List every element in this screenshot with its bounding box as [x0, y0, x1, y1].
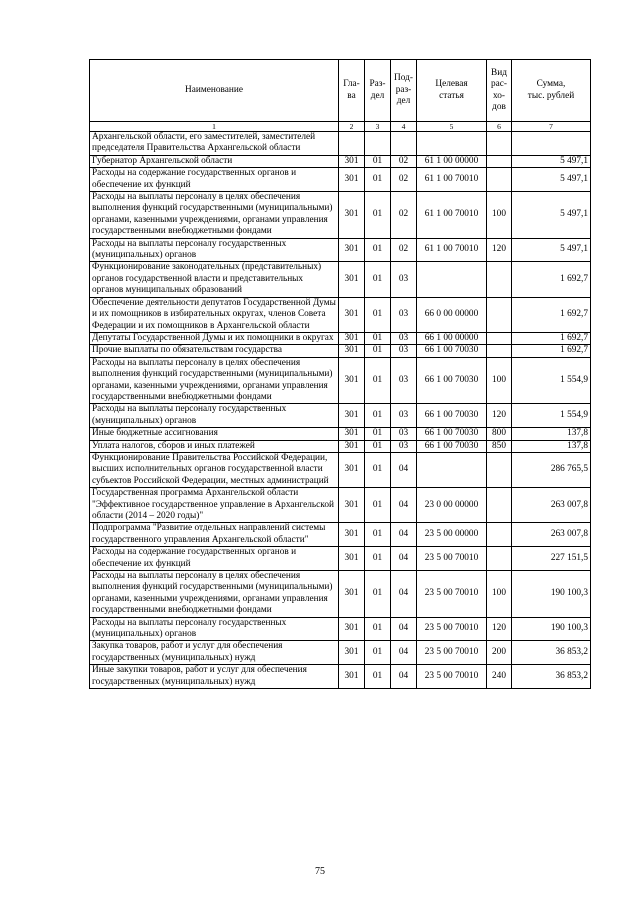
- cell-name: Уплата налогов, сборов и иных платежей: [90, 440, 339, 452]
- cell-glava: 301: [339, 440, 365, 452]
- cell-vid: [487, 345, 512, 357]
- cell-vid: [487, 488, 512, 523]
- table-row: [90, 523, 591, 547]
- header-podrazdel: [391, 60, 417, 122]
- cell-vid: [487, 262, 512, 297]
- cell-razdel: 01: [365, 641, 391, 665]
- cell-glava: 301: [339, 665, 365, 689]
- table-row: [90, 192, 591, 239]
- cell-name: Расходы на выплаты персоналу в целях обеспечения выполнения функций государственными (муниципальными) органами, казенными учреждениями, органами управления государственными внебюджетными фондами: [90, 357, 339, 404]
- table-row: [90, 404, 591, 428]
- cell-sum: 1 692,7: [512, 297, 591, 332]
- cell-name: Функционирование законодательных (представительных) органов государственной власти и представительных органов муниципальных образований: [90, 262, 339, 297]
- table-header: [90, 60, 591, 132]
- cell-target: 61 1 00 70010: [417, 192, 487, 239]
- header-glava-text: Гла- ва: [343, 79, 360, 101]
- cell-razdel: [365, 132, 391, 156]
- cell-vid: [487, 297, 512, 332]
- cell-vid: 850: [487, 440, 512, 452]
- cell-name: Депутаты Государственной Думы и их помощники в округах: [90, 332, 339, 344]
- cell-razdel: 01: [365, 488, 391, 523]
- cell-vid: 120: [487, 238, 512, 262]
- cell-sum: 227 151,5: [512, 547, 591, 571]
- header-target-text: Целевая статья: [435, 79, 468, 101]
- cell-name: Расходы на выплаты персоналу государственных (муниципальных) органов: [90, 617, 339, 641]
- table-row: [90, 617, 591, 641]
- cell-target: 66 1 00 70030: [417, 404, 487, 428]
- cell-podrazdel: 03: [391, 345, 417, 357]
- header-podrazdel-text: Под- раз- дел: [394, 73, 413, 107]
- cell-sum: 36 853,2: [512, 665, 591, 689]
- cell-vid: [487, 547, 512, 571]
- cell-razdel: 01: [365, 192, 391, 239]
- cell-podrazdel: 02: [391, 238, 417, 262]
- cell-name: Расходы на выплаты персоналу в целях обеспечения выполнения функций государственными (муниципальными) органами, казенными учреждениями, органами управления государственными внебюджетными фондами: [90, 192, 339, 239]
- cell-target: 23 5 00 70010: [417, 617, 487, 641]
- header-name-text: Наименование: [185, 84, 243, 95]
- cell-target: 66 0 00 00000: [417, 297, 487, 332]
- column-number-row: [90, 122, 591, 132]
- cell-glava: 301: [339, 332, 365, 344]
- cell-vid: 100: [487, 571, 512, 618]
- table-row: [90, 547, 591, 571]
- cell-name: Расходы на содержание государственных органов и обеспечение их функций: [90, 168, 339, 192]
- header-row: [90, 60, 591, 122]
- cell-sum: 1 692,7: [512, 262, 591, 297]
- cell-vid: 120: [487, 617, 512, 641]
- cell-vid: 100: [487, 357, 512, 404]
- table-row: [90, 440, 591, 452]
- cell-target: 61 1 00 70010: [417, 238, 487, 262]
- table-body: [90, 132, 591, 689]
- header-razdel-text: Раз- дел: [369, 79, 386, 101]
- cell-name: Государственная программа Архангельской области "Эффективное государственное управление в Архангельской области (2014 – 2020 годы)": [90, 488, 339, 523]
- cell-vid: [487, 523, 512, 547]
- cell-podrazdel: 03: [391, 297, 417, 332]
- cell-target: 23 0 00 00000: [417, 488, 487, 523]
- cell-vid: 100: [487, 192, 512, 239]
- cell-vid: [487, 168, 512, 192]
- table-row: [90, 297, 591, 332]
- cell-name: Подпрограмма "Развитие отдельных направлений системы государственного управления Архангельской области": [90, 523, 339, 547]
- cell-glava: 301: [339, 168, 365, 192]
- cell-target: 61 1 00 70010: [417, 168, 487, 192]
- cell-podrazdel: 04: [391, 452, 417, 487]
- cell-sum: 5 497,1: [512, 168, 591, 192]
- cell-sum: 1 692,7: [512, 332, 591, 344]
- cell-podrazdel: 04: [391, 571, 417, 618]
- page-number: 75: [315, 866, 325, 877]
- cell-podrazdel: 03: [391, 440, 417, 452]
- cell-podrazdel: 04: [391, 641, 417, 665]
- table-row: [90, 665, 591, 689]
- cell-podrazdel: 02: [391, 168, 417, 192]
- cell-razdel: 01: [365, 547, 391, 571]
- header-sum: [512, 60, 591, 122]
- table-row: [90, 452, 591, 487]
- column-number: 5: [417, 122, 487, 132]
- cell-razdel: 01: [365, 332, 391, 344]
- cell-razdel: 01: [365, 617, 391, 641]
- cell-razdel: 01: [365, 440, 391, 452]
- cell-target: 61 1 00 00000: [417, 155, 487, 167]
- column-number: 7: [512, 122, 591, 132]
- cell-glava: 301: [339, 238, 365, 262]
- cell-target: 66 1 00 70030: [417, 428, 487, 440]
- cell-sum: 286 765,5: [512, 452, 591, 487]
- cell-podrazdel: 04: [391, 488, 417, 523]
- cell-name: Функционирование Правительства Российской Федерации, высших исполнительных органов государственной власти субъектов Российской Федерации, местных администраций: [90, 452, 339, 487]
- cell-name: Иные бюджетные ассигнования: [90, 428, 339, 440]
- cell-glava: 301: [339, 262, 365, 297]
- cell-vid: [487, 332, 512, 344]
- cell-name: Расходы на выплаты персоналу в целях обеспечения выполнения функций государственными (муниципальными) органами, казенными учреждениями, органами управления государственными внебюджетными фондами: [90, 571, 339, 618]
- cell-podrazdel: 04: [391, 523, 417, 547]
- table-row: [90, 428, 591, 440]
- cell-glava: 301: [339, 155, 365, 167]
- cell-name: Расходы на выплаты персоналу государственных (муниципальных) органов: [90, 238, 339, 262]
- cell-podrazdel: 02: [391, 155, 417, 167]
- cell-razdel: 01: [365, 262, 391, 297]
- cell-glava: 301: [339, 297, 365, 332]
- cell-glava: 301: [339, 523, 365, 547]
- cell-sum: 190 100,3: [512, 617, 591, 641]
- cell-name: Закупка товаров, работ и услуг для обеспечения государственных (муниципальных) нужд: [90, 641, 339, 665]
- table-row: [90, 132, 591, 156]
- cell-glava: 301: [339, 571, 365, 618]
- cell-target: 23 5 00 00000: [417, 523, 487, 547]
- cell-vid: [487, 452, 512, 487]
- table-row: [90, 238, 591, 262]
- table-row: [90, 155, 591, 167]
- cell-podrazdel: 04: [391, 665, 417, 689]
- cell-sum: 1 692,7: [512, 345, 591, 357]
- cell-podrazdel: 04: [391, 617, 417, 641]
- cell-sum: 5 497,1: [512, 155, 591, 167]
- cell-target: 23 5 00 70010: [417, 665, 487, 689]
- cell-sum: [512, 132, 591, 156]
- cell-glava: 301: [339, 452, 365, 487]
- cell-razdel: 01: [365, 357, 391, 404]
- cell-vid: 800: [487, 428, 512, 440]
- header-target: [417, 60, 487, 122]
- cell-glava: 301: [339, 641, 365, 665]
- table-row: [90, 488, 591, 523]
- cell-podrazdel: 03: [391, 332, 417, 344]
- cell-razdel: 01: [365, 238, 391, 262]
- cell-sum: 1 554,9: [512, 404, 591, 428]
- column-number: 1: [90, 122, 339, 132]
- cell-razdel: 01: [365, 428, 391, 440]
- cell-glava: 301: [339, 357, 365, 404]
- cell-sum: 190 100,3: [512, 571, 591, 618]
- cell-name: Губернатор Архангельской области: [90, 155, 339, 167]
- cell-sum: 137,8: [512, 428, 591, 440]
- cell-target: 23 5 00 70010: [417, 571, 487, 618]
- cell-podrazdel: 03: [391, 357, 417, 404]
- cell-name: Прочие выплаты по обязательствам государства: [90, 345, 339, 357]
- table-row: [90, 262, 591, 297]
- cell-glava: 301: [339, 345, 365, 357]
- cell-sum: 5 497,1: [512, 238, 591, 262]
- table-row: [90, 641, 591, 665]
- cell-glava: 301: [339, 488, 365, 523]
- cell-vid: [487, 132, 512, 156]
- column-number: 4: [391, 122, 417, 132]
- cell-podrazdel: 03: [391, 428, 417, 440]
- cell-razdel: 01: [365, 665, 391, 689]
- cell-podrazdel: [391, 132, 417, 156]
- cell-target: 66 1 00 00000: [417, 332, 487, 344]
- cell-razdel: 01: [365, 571, 391, 618]
- cell-target: [417, 452, 487, 487]
- cell-glava: [339, 132, 365, 156]
- cell-name: Расходы на выплаты персоналу государственных (муниципальных) органов: [90, 404, 339, 428]
- cell-sum: 5 497,1: [512, 192, 591, 239]
- cell-name: Архангельской области, его заместителей, заместителей председателя Правительства Архангельской области: [90, 132, 339, 156]
- cell-vid: 240: [487, 665, 512, 689]
- cell-razdel: 01: [365, 404, 391, 428]
- header-razdel: [365, 60, 391, 122]
- budget-table: [89, 59, 591, 689]
- cell-target: 23 5 00 70010: [417, 547, 487, 571]
- cell-podrazdel: 04: [391, 547, 417, 571]
- table-row: [90, 357, 591, 404]
- column-number: 2: [339, 122, 365, 132]
- cell-glava: 301: [339, 617, 365, 641]
- cell-vid: 200: [487, 641, 512, 665]
- cell-razdel: 01: [365, 168, 391, 192]
- cell-razdel: 01: [365, 297, 391, 332]
- cell-razdel: 01: [365, 155, 391, 167]
- cell-target: [417, 262, 487, 297]
- table-row: [90, 332, 591, 344]
- cell-name: Расходы на содержание государственных органов и обеспечение их функций: [90, 547, 339, 571]
- cell-podrazdel: 03: [391, 262, 417, 297]
- column-number: 3: [365, 122, 391, 132]
- cell-glava: 301: [339, 547, 365, 571]
- cell-razdel: 01: [365, 452, 391, 487]
- table-row: [90, 571, 591, 618]
- cell-sum: 263 007,8: [512, 523, 591, 547]
- cell-glava: 301: [339, 192, 365, 239]
- header-vid: [487, 60, 512, 122]
- cell-glava: 301: [339, 428, 365, 440]
- cell-target: 66 1 00 70030: [417, 440, 487, 452]
- table-row: [90, 345, 591, 357]
- cell-target: 23 5 00 70010: [417, 641, 487, 665]
- cell-sum: 1 554,9: [512, 357, 591, 404]
- header-name: [90, 60, 339, 122]
- cell-name: Обеспечение деятельности депутатов Государственной Думы и их помощников в избирательных округах, членов Совета Федерации и их помощников в Архангельской области: [90, 297, 339, 332]
- cell-podrazdel: 03: [391, 404, 417, 428]
- cell-vid: [487, 155, 512, 167]
- cell-podrazdel: 02: [391, 192, 417, 239]
- header-vid-text: Вид рас- хо- дов: [491, 67, 507, 112]
- cell-glava: 301: [339, 404, 365, 428]
- column-number: 6: [487, 122, 512, 132]
- header-glava: [339, 60, 365, 122]
- cell-sum: 36 853,2: [512, 641, 591, 665]
- cell-sum: 263 007,8: [512, 488, 591, 523]
- cell-vid: 120: [487, 404, 512, 428]
- cell-razdel: 01: [365, 345, 391, 357]
- header-sum-text: Сумма, тыс. рублей: [527, 79, 575, 101]
- cell-name: Иные закупки товаров, работ и услуг для обеспечения государственных (муниципальных) нужд: [90, 665, 339, 689]
- cell-target: 66 1 00 70030: [417, 345, 487, 357]
- cell-target: [417, 132, 487, 156]
- cell-target: 66 1 00 70030: [417, 357, 487, 404]
- cell-razdel: 01: [365, 523, 391, 547]
- cell-sum: 137,8: [512, 440, 591, 452]
- table-row: [90, 168, 591, 192]
